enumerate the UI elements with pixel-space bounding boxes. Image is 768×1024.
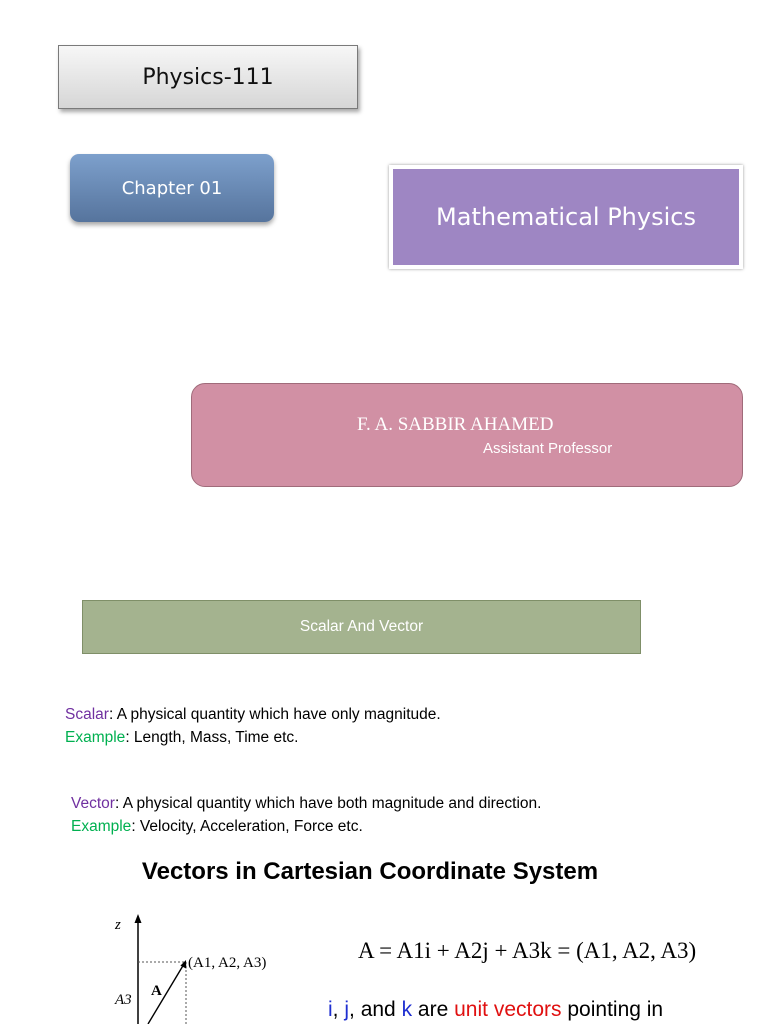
z-axis-label: z: [115, 917, 121, 933]
vector-example-label: Example: [71, 818, 132, 835]
vector-example-text: : Velocity, Acceleration, Force etc.: [131, 818, 363, 835]
scalar-example-label: Example: [65, 729, 126, 746]
equation-term-1: A1i: [396, 938, 432, 963]
vector-example-line: [71, 815, 541, 838]
unit-pointing: pointing in: [567, 998, 664, 1021]
cartesian-heading: Vectors in Cartesian Coordinate System: [141, 858, 599, 885]
scalar-example-line: [65, 726, 441, 749]
scalar-example-text: : Length, Mass, Time etc.: [125, 729, 299, 746]
unit-vector-k: k: [401, 998, 413, 1021]
topic-title: Mathematical Physics: [436, 203, 696, 231]
equation-term-3: A3k: [511, 938, 552, 963]
unit-and: and: [360, 998, 396, 1021]
author-name: F. A. SABBIR AHAMED: [357, 414, 554, 435]
equation-lhs: A: [358, 938, 374, 963]
point-label: (A1, A2, A3): [188, 955, 267, 971]
scalar-definition-line: [65, 703, 441, 726]
cartesian-diagram: [100, 910, 300, 1024]
author-box: [191, 383, 743, 487]
section-title: Scalar And Vector: [299, 618, 424, 635]
scalar-term: Scalar: [65, 706, 109, 723]
chapter-label: Chapter 01: [121, 177, 223, 199]
topic-box: [389, 165, 743, 269]
unit-vector-i: i: [328, 998, 333, 1021]
z-axis-arrowhead-icon: [135, 914, 142, 923]
vector-text: : A physical quantity which have both magnitude and direction.: [114, 795, 542, 812]
course-title: Physics-111: [142, 64, 274, 90]
author-title: Assistant Professor: [483, 440, 613, 457]
chapter-box: [70, 154, 274, 222]
a3-component-label: A3: [115, 992, 132, 1008]
scalar-definition: [65, 703, 441, 749]
section-title-box: [82, 600, 641, 654]
vector-a-label: A: [151, 983, 162, 999]
scalar-text: : A physical quantity which have only magnitude.: [108, 706, 441, 723]
vector-term: Vector: [71, 795, 115, 812]
equation-term-2: A2j: [454, 938, 489, 963]
unit-are: are: [417, 998, 449, 1021]
unit-vectors-phrase: unit vectors: [454, 998, 562, 1021]
unit-vector-j: j: [344, 998, 350, 1021]
vector-definition-line: [71, 792, 541, 815]
unit-vectors-line: i, j, and k are unit vectors pointing in: [328, 998, 664, 1021]
course-title-box: [58, 45, 358, 109]
vector-equation: A = A1i + A2j + A3k = (A1, A2, A3): [358, 938, 697, 963]
equation-tuple: (A1, A2, A3): [576, 938, 697, 963]
vector-definition: [71, 792, 541, 838]
